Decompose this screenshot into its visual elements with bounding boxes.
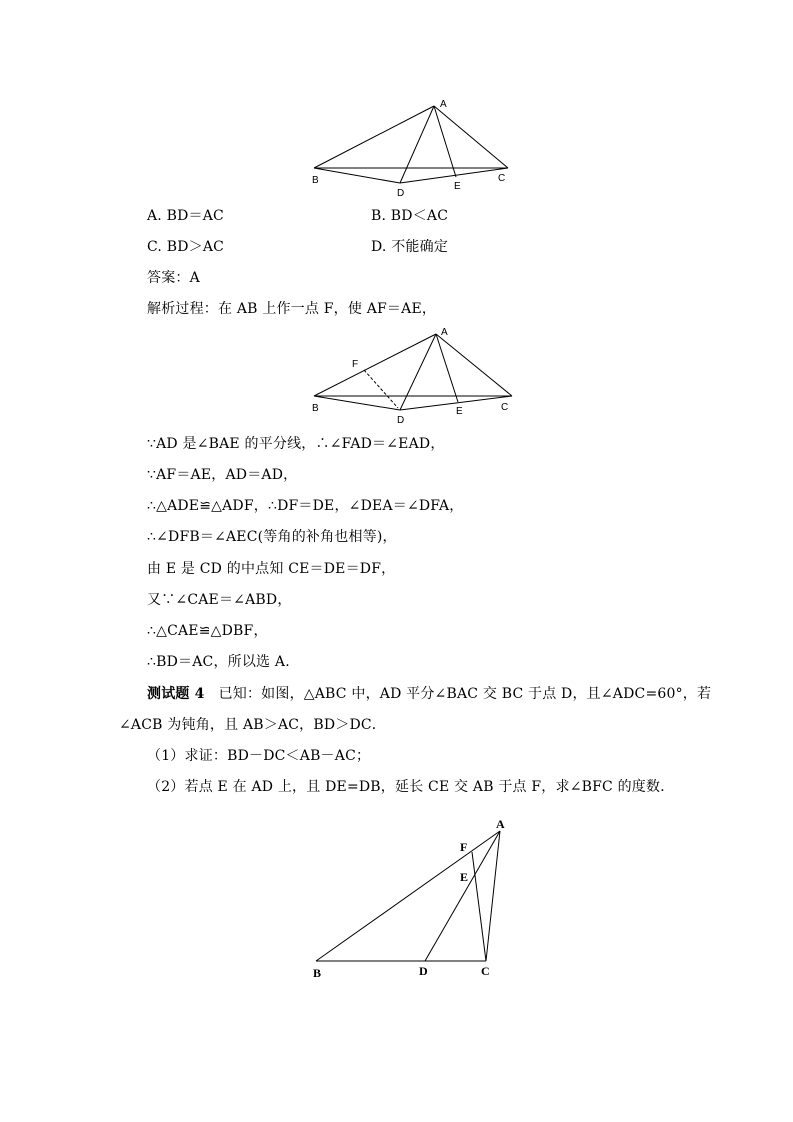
figure-1 <box>300 95 530 200</box>
problem-4-line-1 <box>147 684 711 704</box>
figure-3 <box>300 810 520 985</box>
fig3-segment-ab <box>316 831 500 961</box>
proof-line-5: 由 E 是 CD 的中点知 CE＝DE＝DF， <box>147 561 396 577</box>
fig1-label-a: A <box>440 99 447 110</box>
analysis-intro: 解析过程：在 AB 上作一点 F，使 AF＝AE， <box>147 301 437 317</box>
fig1-segment-bd <box>314 168 400 183</box>
fig3-label-f: F <box>460 840 468 854</box>
problem-4-part-1: （1）求证：BD－DC＜AB－AC； <box>147 748 371 764</box>
option-c: C. BD＞AC <box>147 239 225 255</box>
proof-line-1: ∵AD 是∠BAE 的平分线，∴∠FAD＝∠EAD， <box>147 436 445 452</box>
problem-4-title: 测试题 4 <box>147 686 205 702</box>
fig1-label-d: D <box>397 188 405 199</box>
fig2-label-e: E <box>456 406 463 417</box>
fig2-segment-ab <box>314 334 436 396</box>
fig2-segment-ad <box>400 334 436 410</box>
option-b: B. BD＜AC <box>371 208 449 224</box>
proof-line-6: 又∵∠CAE＝∠ABD， <box>147 592 292 608</box>
fig2-label-b: B <box>312 403 319 414</box>
problem-4-statement-2: ∠ACB 为钝角，且 AB＞AC，BD＞DC． <box>119 717 387 733</box>
fig3-label-d: D <box>419 964 428 978</box>
fig2-segment-df-dashed <box>364 370 398 408</box>
fig2-label-d: D <box>397 415 405 426</box>
problem-4-statement-1: 已知：如图，△ABC 中，AD 平分∠BAC 交 BC 于点 D，且∠ADC=60°，若 <box>218 686 712 702</box>
proof-line-8: ∴BD＝AC，所以选 A. <box>147 654 290 670</box>
answer: 答案：A <box>147 270 200 286</box>
fig1-segment-ad <box>400 106 434 183</box>
option-d: D. 不能确定 <box>371 239 449 255</box>
proof-line-2: ∵AF＝AE，AD＝AD， <box>147 467 298 483</box>
fig1-segment-ae <box>434 106 456 177</box>
proof-line-3: ∴△ADE≌△ADF，∴DF＝DE，∠DEA＝∠DFA， <box>147 498 464 514</box>
fig1-label-e: E <box>454 181 461 192</box>
fig2-label-a: A <box>441 327 448 338</box>
fig3-label-c: C <box>481 964 490 978</box>
fig3-label-a: A <box>496 817 505 831</box>
fig3-segment-ac <box>486 831 500 961</box>
fig1-label-c: C <box>498 173 506 184</box>
fig1-label-b: B <box>312 175 319 186</box>
fig1-segment-ac <box>434 106 508 168</box>
fig3-label-e: E <box>460 870 469 884</box>
fig3-label-b: B <box>313 966 322 980</box>
fig2-segment-ac <box>436 334 512 396</box>
problem-4-part-2: （2）若点 E 在 AD 上，且 DE=DB，延长 CE 交 AB 于点 F，求∠BFC 的度数． <box>147 779 675 795</box>
figure-2 <box>300 322 530 427</box>
proof-line-7: ∴△CAE≌△DBF， <box>147 623 268 639</box>
fig1-segment-ab <box>314 106 434 168</box>
fig2-segment-bd <box>314 396 400 410</box>
option-a: A. BD＝AC <box>147 208 224 224</box>
fig2-segment-ae <box>436 334 458 402</box>
fig2-label-f: F <box>352 359 359 370</box>
proof-line-4: ∴∠DFB＝∠AEC(等角的补角也相等)， <box>147 529 397 545</box>
fig2-label-c: C <box>501 402 509 413</box>
